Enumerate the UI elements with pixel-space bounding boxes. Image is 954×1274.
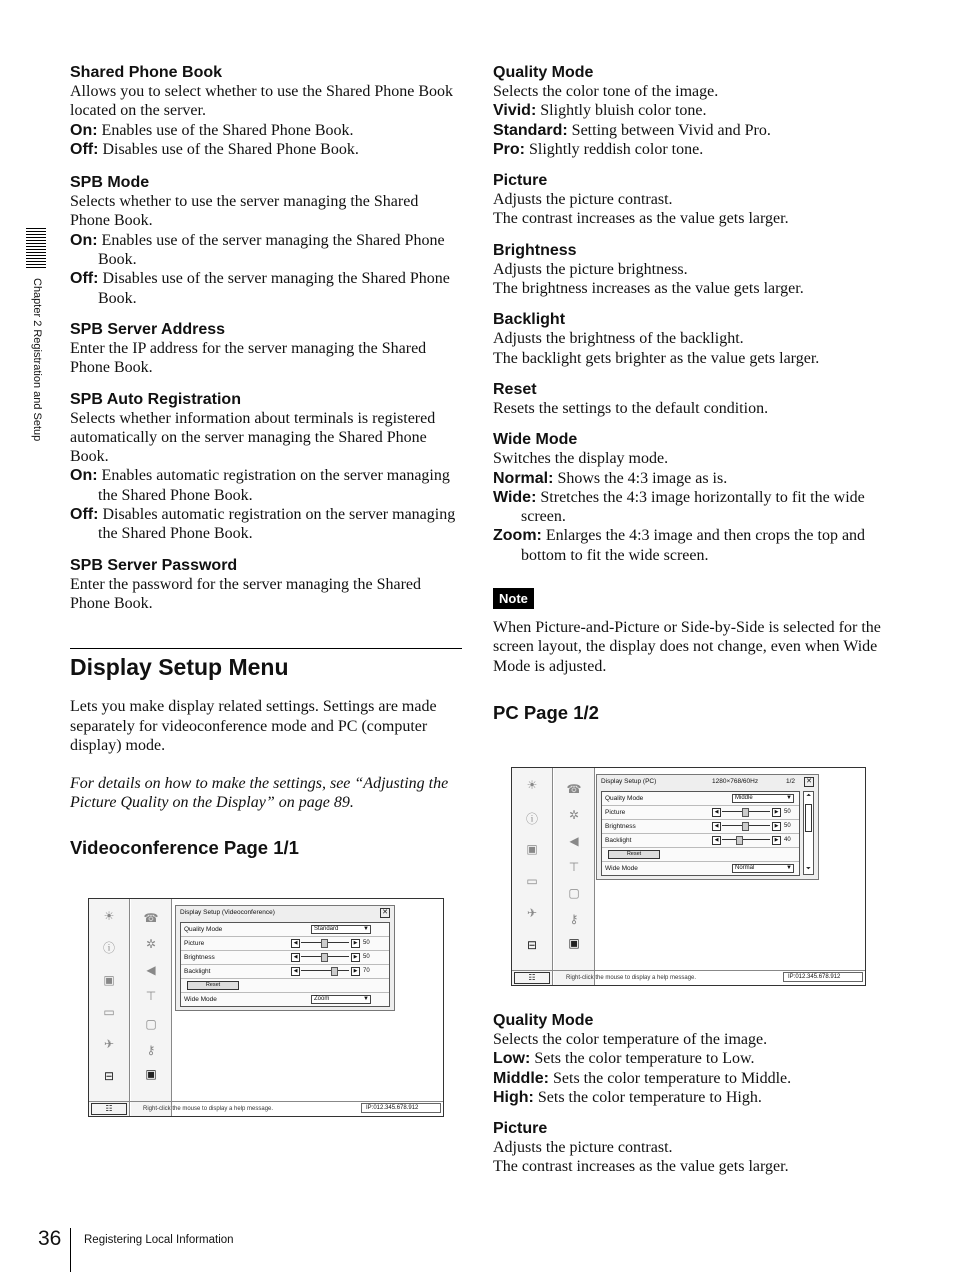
increase-icon[interactable]: ▶ <box>772 822 781 831</box>
option-pro <box>493 140 885 159</box>
backlight-slider[interactable] <box>712 836 782 844</box>
row-label: Wide Mode <box>605 865 638 872</box>
help-hint: Right-click the mouse to display a help message. <box>143 1106 274 1112</box>
quality-select[interactable]: Middle ▼ <box>732 794 794 803</box>
section-text: Adjusts the picture contrast. <box>493 191 673 209</box>
slider-knob[interactable] <box>736 836 743 845</box>
section-text: Selects the color tone of the image. <box>493 83 719 100</box>
info-icon[interactable]: ⓘ <box>525 812 539 826</box>
note-badge: Note <box>493 588 534 609</box>
right-column <box>493 63 885 724</box>
row-label: Quality Mode <box>184 926 223 933</box>
menu-icon[interactable]: ☷ <box>91 1103 127 1115</box>
option-normal <box>493 469 885 488</box>
section-text: Selects the color temperature of the image. <box>493 1031 768 1048</box>
option-label: On: <box>70 231 98 249</box>
dialog-title: Display Setup (PC) <box>601 778 657 785</box>
option-text: Enlarges the 4:3 image and then crops the top and bottom to fit the wide screen. <box>521 527 866 564</box>
brightness-value: 50 <box>784 823 791 829</box>
section-heading: SPB Auto Registration <box>70 390 241 408</box>
backlight-value: 70 <box>363 968 370 974</box>
network-icon[interactable]: ⊤ <box>145 989 157 1003</box>
option-standard <box>493 121 885 140</box>
scroll-thumb[interactable] <box>805 804 812 832</box>
row-label: Picture <box>605 809 626 816</box>
category-rail <box>89 899 130 1116</box>
slider-knob[interactable] <box>742 808 749 817</box>
toolbox-icon[interactable]: ⊟ <box>103 1069 115 1083</box>
gear-icon[interactable]: ✲ <box>568 808 580 822</box>
ip-address: IP:012.345.678.912 <box>783 972 863 982</box>
row-label: Brightness <box>605 823 636 830</box>
category-rail <box>512 768 553 985</box>
setting-row[interactable] <box>181 965 389 979</box>
backlight-slider[interactable] <box>291 967 361 975</box>
setting-row[interactable] <box>602 862 799 875</box>
satellite-icon[interactable]: ✈ <box>526 906 538 920</box>
option-vivid <box>493 101 885 120</box>
section-heading: SPB Server Password <box>70 556 238 574</box>
increase-icon[interactable]: ▶ <box>772 836 781 845</box>
row-label: Quality Mode <box>605 795 644 802</box>
page-number: 36 <box>38 1227 62 1250</box>
section-text: The contrast increases as the value gets larger. <box>493 210 789 228</box>
option-off <box>70 140 462 159</box>
key-icon[interactable]: ⚷ <box>146 1043 156 1057</box>
contact-icon[interactable]: ▣ <box>526 842 538 856</box>
footer-divider <box>70 1228 71 1272</box>
option-high <box>493 1088 885 1107</box>
decrease-icon[interactable]: ◀ <box>712 836 721 845</box>
network-icon[interactable]: ⊤ <box>568 860 580 874</box>
decrease-icon[interactable]: ◀ <box>712 822 721 831</box>
section-heading: Brightness <box>493 241 577 259</box>
decrease-icon[interactable]: ◀ <box>291 939 300 948</box>
reset-button[interactable]: Reset <box>608 850 660 859</box>
speaker-icon[interactable]: ◀ <box>146 963 156 977</box>
row-label: Wide Mode <box>184 996 217 1003</box>
setting-row[interactable] <box>181 993 389 1006</box>
section-heading: Reset <box>493 380 537 398</box>
section-text: Selects whether information about terminals is registered automatically on the server managing the Shared Phone Book. <box>70 409 436 466</box>
resolution: 1280×768/60Hz <box>712 778 759 785</box>
section-text: Enter the password for the server managing the Shared Phone Book. <box>70 575 421 612</box>
row-label: Brightness <box>184 954 215 961</box>
option-label: High: <box>493 1088 534 1106</box>
option-off <box>70 505 462 544</box>
decrease-icon[interactable]: ◀ <box>291 953 300 962</box>
option-text: Slightly bluish color tone. <box>540 102 707 120</box>
option-label: Low: <box>493 1050 531 1068</box>
key-icon[interactable]: ⚷ <box>569 912 579 926</box>
wide-mode-select[interactable]: Zoom ▼ <box>311 995 371 1004</box>
option-text: Disables automatic registration on the server managing the Shared Phone Book. <box>98 506 456 543</box>
option-on <box>70 231 462 270</box>
scroll-top-icon[interactable]: ⏶ <box>806 793 811 799</box>
decrease-icon[interactable]: ◀ <box>712 808 721 817</box>
note-text: When Picture-and-Picture or Side-by-Side is selected for the screen layout, the display does not change, even when Wide Mode is adjusted. <box>493 619 881 675</box>
option-text: Setting between Vivid and Pro. <box>571 121 771 139</box>
chapter-tab-marker <box>26 228 46 272</box>
close-icon[interactable]: ✕ <box>804 777 814 787</box>
increase-icon[interactable]: ▶ <box>351 939 360 948</box>
section-text: Enter the IP address for the server managing the Shared Phone Book. <box>70 339 427 377</box>
section-heading: Quality Mode <box>493 64 594 81</box>
help-hint: Right-click the mouse to display a help message. <box>566 975 697 981</box>
option-off <box>70 269 462 308</box>
slider-knob[interactable] <box>742 822 749 831</box>
setting-row <box>181 979 389 993</box>
menu-title: Display Setup Menu <box>70 648 462 681</box>
menu-icon[interactable]: ☷ <box>514 972 550 984</box>
scrollbar[interactable] <box>803 791 814 875</box>
sub-rail <box>131 899 172 1116</box>
info-icon[interactable]: ⓘ <box>102 941 116 955</box>
setting-row <box>602 848 799 862</box>
slider-knob[interactable] <box>331 967 338 976</box>
section-heading: Quality Mode <box>493 1012 594 1029</box>
backlight-value: 40 <box>784 837 791 843</box>
setting-row[interactable] <box>602 806 799 820</box>
slider-knob[interactable] <box>321 953 328 962</box>
brightness-value: 50 <box>363 954 370 960</box>
camera-icon[interactable]: ▣ <box>145 1067 157 1081</box>
row-label: Backlight <box>184 968 211 975</box>
section-text: Adjusts the picture brightness. <box>493 260 688 278</box>
option-text: Stretches the 4:3 image horizontally to fit the wide screen. <box>521 488 865 526</box>
increase-icon[interactable]: ▶ <box>772 808 781 817</box>
section-text: Adjusts the brightness of the backlight. <box>493 330 744 348</box>
camera-icon[interactable]: ▣ <box>568 936 580 950</box>
option-label: Standard: <box>493 121 568 139</box>
monitor-icon[interactable]: ▢ <box>568 886 580 900</box>
ip-address: IP:012.345.678.912 <box>361 1103 441 1113</box>
scroll-bottom-icon[interactable]: ⏷ <box>806 866 811 872</box>
status-bar <box>89 1101 443 1116</box>
vc-page-title: Videoconference Page 1/1 <box>70 836 299 858</box>
increase-icon[interactable]: ▶ <box>351 967 360 976</box>
increase-icon[interactable]: ▶ <box>351 953 360 962</box>
row-label: Picture <box>184 940 205 947</box>
monitor-icon[interactable]: ▢ <box>145 1017 157 1031</box>
reset-button[interactable]: Reset <box>187 981 239 990</box>
menu-reference: For details on how to make the settings, see “Adjusting the Picture Quality on the Display” on page 89. <box>70 775 449 812</box>
satellite-icon[interactable]: ✈ <box>103 1037 115 1051</box>
option-label: On: <box>70 121 98 139</box>
contact-icon[interactable]: ▣ <box>103 973 115 987</box>
option-label: On: <box>70 467 98 485</box>
settings-list <box>180 922 390 1007</box>
pc-page-title: PC Page 1/2 <box>493 701 599 723</box>
left-column <box>70 63 462 859</box>
settings-list <box>601 791 800 876</box>
option-text: Sets the color temperature to Low. <box>534 1050 755 1068</box>
setting-row[interactable] <box>181 951 389 965</box>
option-wide <box>493 488 885 527</box>
option-on <box>70 466 462 505</box>
option-low <box>493 1049 885 1068</box>
option-text: Enables use of the server managing the Shared Phone Book. <box>98 231 445 269</box>
page-indicator: 1/2 <box>786 778 796 785</box>
option-label: Vivid: <box>493 102 537 120</box>
setting-row[interactable] <box>602 834 799 848</box>
option-middle <box>493 1069 885 1088</box>
option-text: Sets the color temperature to Middle. <box>553 1069 792 1087</box>
option-text: Enables automatic registration on the server managing the Shared Phone Book. <box>98 467 450 504</box>
speaker-icon[interactable]: ◀ <box>569 834 579 848</box>
setting-row[interactable] <box>602 820 799 834</box>
section-text: The contrast increases as the value gets larger. <box>493 1158 789 1176</box>
option-zoom <box>493 526 885 565</box>
brightness-slider[interactable] <box>712 822 782 830</box>
section-heading: Wide Mode <box>493 431 578 449</box>
keyboard-icon[interactable]: ▭ <box>103 1005 115 1019</box>
section-heading: SPB Mode <box>70 174 150 192</box>
picture-slider[interactable] <box>291 939 361 947</box>
dialog-title: Display Setup (Videoconference) <box>180 909 275 916</box>
setting-row[interactable] <box>602 792 799 806</box>
section-text: Allows you to select whether to use the Shared Phone Book located on the server. <box>70 83 454 120</box>
option-label: Off: <box>70 140 99 158</box>
section-heading: Picture <box>493 172 548 190</box>
section-text: Switches the display mode. <box>493 450 669 468</box>
section-text: Resets the settings to the default condition. <box>493 399 769 417</box>
chapter-label: Chapter 2 Registration and Setup <box>31 278 43 442</box>
phone-icon[interactable]: ☎ <box>566 782 582 796</box>
option-text: Disables use of the server managing the Shared Phone Book. <box>98 270 450 307</box>
menu-description: Lets you make display related settings. Settings are made separately for videoconference mode and PC (computer display) mode. <box>70 698 437 754</box>
sun-icon[interactable]: ☀ <box>103 909 115 923</box>
option-on <box>70 121 462 140</box>
option-label: Zoom: <box>493 527 542 545</box>
setting-row[interactable] <box>181 937 389 951</box>
footer-title: Registering Local Information <box>84 1234 234 1246</box>
gear-icon[interactable]: ✲ <box>145 937 157 951</box>
close-icon[interactable]: ✕ <box>380 908 390 918</box>
phone-icon[interactable]: ☎ <box>143 911 159 925</box>
row-label: Backlight <box>605 837 632 844</box>
option-text: Enables use of the Shared Phone Book. <box>101 121 354 139</box>
setting-row[interactable] <box>181 923 389 937</box>
decrease-icon[interactable]: ◀ <box>291 967 300 976</box>
section-heading: Shared Phone Book <box>70 64 223 81</box>
section-heading: Picture <box>493 1120 548 1138</box>
pc-screenshot <box>511 767 866 986</box>
option-label: Off: <box>70 506 99 524</box>
display-setup-dialog <box>596 774 819 880</box>
status-bar <box>512 970 865 985</box>
option-text: Shows the 4:3 image as is. <box>557 469 728 487</box>
picture-value: 50 <box>363 940 370 946</box>
option-text: Slightly reddish color tone. <box>529 140 704 158</box>
option-label: Pro: <box>493 140 525 158</box>
sub-rail <box>554 768 595 985</box>
option-label: Off: <box>70 270 99 288</box>
option-label: Normal: <box>493 469 554 487</box>
pc-descriptions <box>493 1011 885 1177</box>
slider-knob[interactable] <box>321 939 328 948</box>
keyboard-icon[interactable]: ▭ <box>526 874 538 888</box>
quality-select[interactable]: Standard ▼ <box>311 925 371 934</box>
vc-screenshot <box>88 898 444 1117</box>
toolbox-icon[interactable]: ⊟ <box>526 938 538 952</box>
display-setup-dialog <box>175 905 395 1011</box>
option-text: Disables use of the Shared Phone Book. <box>102 140 359 158</box>
section-text: Selects whether to use the server managing the Shared Phone Book. <box>70 193 419 230</box>
section-text: Adjusts the picture contrast. <box>493 1139 673 1157</box>
option-label: Middle: <box>493 1069 549 1087</box>
section-text: The brightness increases as the value gets larger. <box>493 280 804 298</box>
option-text: Sets the color temperature to High. <box>537 1088 762 1106</box>
option-label: Wide: <box>493 488 537 506</box>
sun-icon[interactable]: ☀ <box>526 778 538 792</box>
picture-value: 50 <box>784 809 791 815</box>
wide-mode-select[interactable]: Normal ▼ <box>732 864 794 873</box>
section-text: The backlight gets brighter as the value gets larger. <box>493 349 820 367</box>
section-heading: SPB Server Address <box>70 320 226 338</box>
section-heading: Backlight <box>493 311 566 329</box>
picture-slider[interactable] <box>712 808 782 816</box>
brightness-slider[interactable] <box>291 953 361 961</box>
